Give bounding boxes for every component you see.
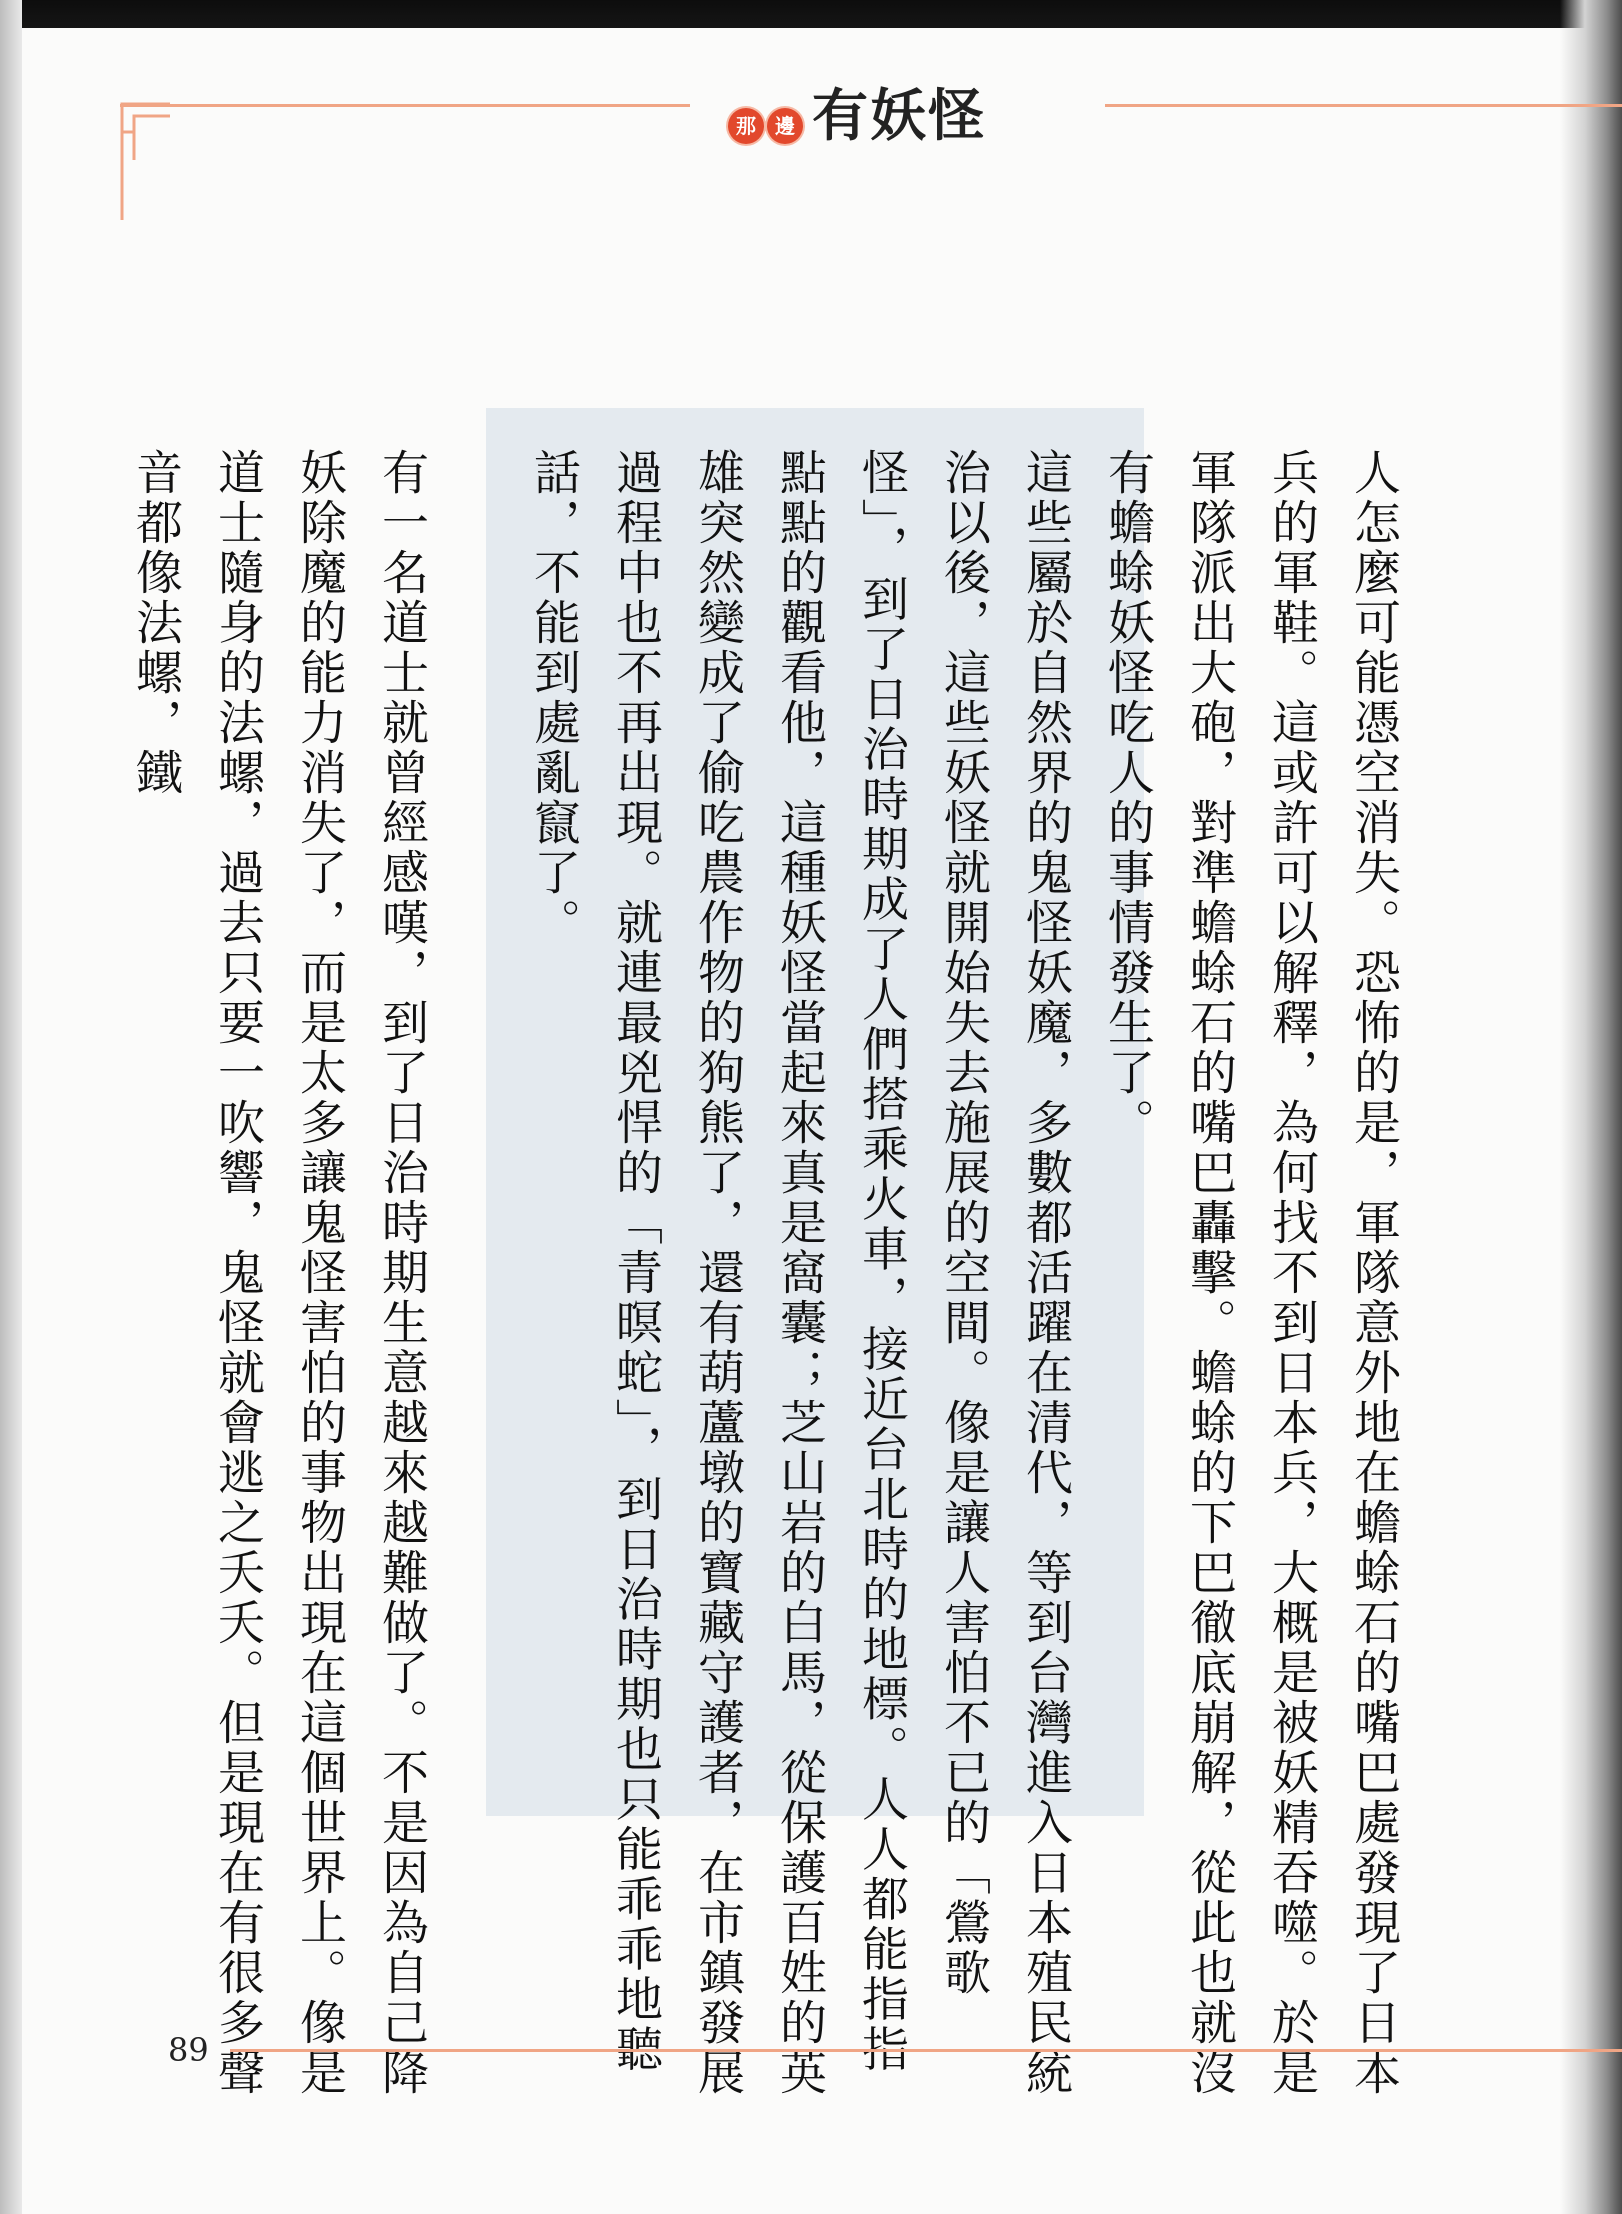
- footer-rule: [230, 2049, 1622, 2052]
- header-badge: 邊: [767, 108, 803, 144]
- header-rule-left: [120, 104, 690, 107]
- page-top-shadow: [0, 0, 1622, 28]
- page-gutter-curl: [1560, 0, 1622, 2214]
- body-paragraph: 人怎麼可能憑空消失。恐怖的是，軍隊意外地在蟾蜍石的嘴巴處發現了日本兵的軍鞋。這或許可以解釋，為何找不到日本兵，大概是被妖精吞噬。於是軍隊派出大砲，對準蟾蜍石的嘴巴轟擊。蟾蜍的下巴徹底崩解，從此也就沒有蟾蜍妖怪吃人的事情發生了。: [1100, 448, 1401, 2098]
- body-paragraph: 有一名道士就曾經感嘆，到了日治時期生意越來越難做了。不是因為自己降妖除魔的能力消失了，而是太多讓鬼怪害怕的事物出現在這個世界上。像是道士隨身的法螺，過去只要一吹響，鬼怪就會逃之夭夭。但是現在有很多聲音都像法螺，鐵: [128, 448, 429, 2098]
- corner-ornament-icon: [112, 102, 172, 222]
- body-paragraph: 這些屬於自然界的鬼怪妖魔，多數都活躍在清代，等到台灣進入日本殖民統治以後，這些妖怪就開始失去施展的空間。像是讓人害怕不已的「鶯歌怪」，到了日治時期成了人們搭乘火車，接近台北時的地標。人人都能指指點點的觀看他，這種妖怪當起來真是窩囊；芝山岩的白馬，從保護百姓的英雄突然變成了偷吃農作物的狗熊了，還有葫蘆墩的寶藏守護者，在市鎮發展過程中也不再出現。就連最兇悍的「青暝蛇」，到日治時期也只能乖乖地聽話，不能到處亂竄了。: [526, 448, 1073, 2098]
- vertical-body-text: [44, 448, 1414, 2108]
- page-left-edge: [0, 0, 22, 2214]
- header-title: 有妖怪: [812, 84, 986, 149]
- header-rule-right: [1105, 104, 1622, 107]
- page-number: 89: [168, 2031, 209, 2069]
- header-badge: 那: [728, 108, 764, 144]
- running-header: [728, 72, 986, 152]
